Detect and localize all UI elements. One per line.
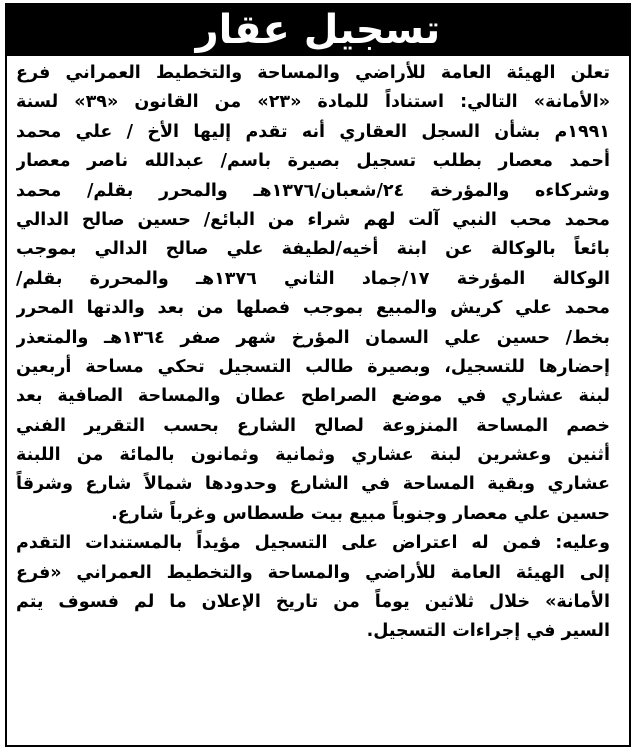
notice-line-14: أثنين وعشرين لبنة عشاري وثمانية وثمانون بالمائة من اللبنة [16,445,610,466]
notice-line-19: الأمانة» خلال ثلاثين يوماً من تاريخ الإعلان ما لم فسوف يتم [16,592,610,613]
notice-line-3: ١٩٩١م بشأن السجل العقاري أنه تقدم إليها الأخ / علي محمد [16,121,610,142]
notice-title: تسجيل عقار [195,7,441,53]
notice-line-11: إحضارها للتسجيل، وبصيرة طالب التسجيل تحكي مساحة أربعين [16,356,610,377]
notice-line-13: خصم المساحة المنزوعة لصالح الشارع بحسب التقرير الفني [16,415,610,436]
notice-line-9: محمد علي كريش والمبيع بموجب فصلها من بعد والدتها المحرر [16,298,610,319]
notice-line-15: عشاري وبقية المساحة في الشارع وحدودها شمالاً شارع وشرقاً [16,474,610,495]
notice-line-18: إلى الهيئة العامة للأراضي والمساحة والتخطيط العمراني «فرع [16,562,610,583]
notice-line-1: تعلن الهيئة العامة للأراضي والمساحة والتخطيط العمراني فرع [16,63,610,83]
notice-line-20: السير في إجراءات التسجيل. [366,621,610,642]
notice-line-8: الوكالة المؤرخة ١٧/جماد الثاني ١٣٧٦هـ والمحررة بقلم/ [16,268,610,289]
notice-line-16: حسين علي معصار وجنوباً مبيع بيت طسطاس وغرباً شارع. [111,503,610,524]
notice-line-17: وعليه: فمن له اعتراض على التسجيل مؤيداً بالمستندات التقدم [16,533,610,554]
notice-line-12: لبنة عشاري في موضع الصراطح عطان والمساحة الصافية بعد [16,386,610,407]
notice-body [16,59,610,647]
notice-line-10: بخط/ حسين علي السمان المؤرخ شهر صفر ١٣٦٤هـ والمتعذر [16,327,610,348]
notice-header [7,5,629,56]
notice-line-2: «الأمانة» التالي: استناداً للمادة «٢٣» من القانون «٣٩» لسنة [16,92,610,113]
notice-line-7: بائعاً بالوكالة عن ابنة أخيه/لطيفة علي صالح الدالي بموجب [16,239,610,260]
notice-line-6: محمد محب النبي آلت لهم شراء من البائع/ حسين صالح الدالي [16,209,610,230]
notice-line-4: أحمد معصار بطلب تسجيل بصيرة باسم/ عبدالله ناصر معصار [16,151,610,172]
notice-line-5: وشركاءه والمؤرخة ٢٤/شعبان/١٣٧٦هـ والمحرر بقلم/ محمد [16,180,610,201]
